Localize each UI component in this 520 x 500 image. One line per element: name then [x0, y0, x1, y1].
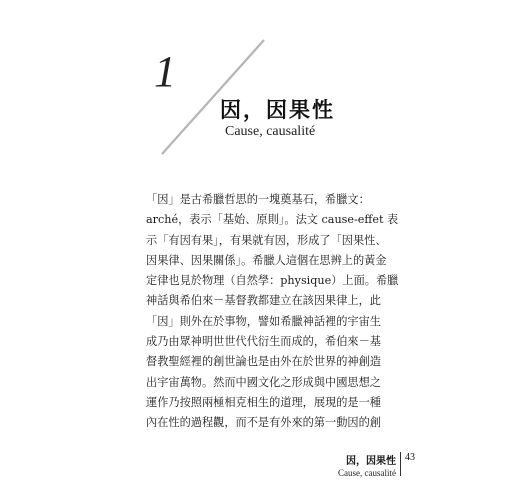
page-number: 43	[405, 452, 415, 463]
footer-divider	[400, 452, 401, 476]
running-footer	[318, 452, 396, 478]
chapter-title: 因，因果性	[220, 97, 335, 122]
body-line: 「因」是古希臘哲思的一塊奠基石，希臘文：	[146, 193, 370, 206]
footer-title: 因，因果性	[346, 456, 396, 467]
body-line: 因果律、因果關係」。希臘人這個在思辨上的黃金	[146, 253, 387, 267]
body-line: 出宇宙萬物。然而中國文化之形成與中國思想之	[146, 375, 381, 389]
body-line: 定律也見於物理（自然學：physique）上面。希臘	[146, 274, 398, 288]
body-line: arché，表示「基始、原則」。法文 cause-effet 表	[146, 213, 398, 227]
body-line: 督教聖經裡的創世論也是由外在於世界的神創造	[146, 355, 381, 369]
body-line: 內在性的過程觀，而不是有外來的第一動因的創	[146, 416, 381, 430]
body-line: 「因」則外在於事物，譬如希臘神話裡的宇宙生	[146, 314, 381, 328]
chapter-subtitle: Cause, causalité	[225, 124, 316, 139]
footer-subtitle: Cause, causalité	[338, 468, 396, 478]
body-line: 示「有因有果」，有果就有因，形成了「因果性、	[146, 233, 387, 247]
body-line: 運作乃按照兩極相克相生的道理，展現的是一種	[146, 395, 381, 409]
body-line: 成乃由眾神明世世代代衍生而成的，希伯來－基	[146, 335, 381, 349]
body-paragraph	[146, 190, 398, 434]
body-line: 神話與希伯來－基督教都建立在該因果律上，此	[146, 294, 381, 308]
chapter-number: 1	[154, 47, 176, 96]
